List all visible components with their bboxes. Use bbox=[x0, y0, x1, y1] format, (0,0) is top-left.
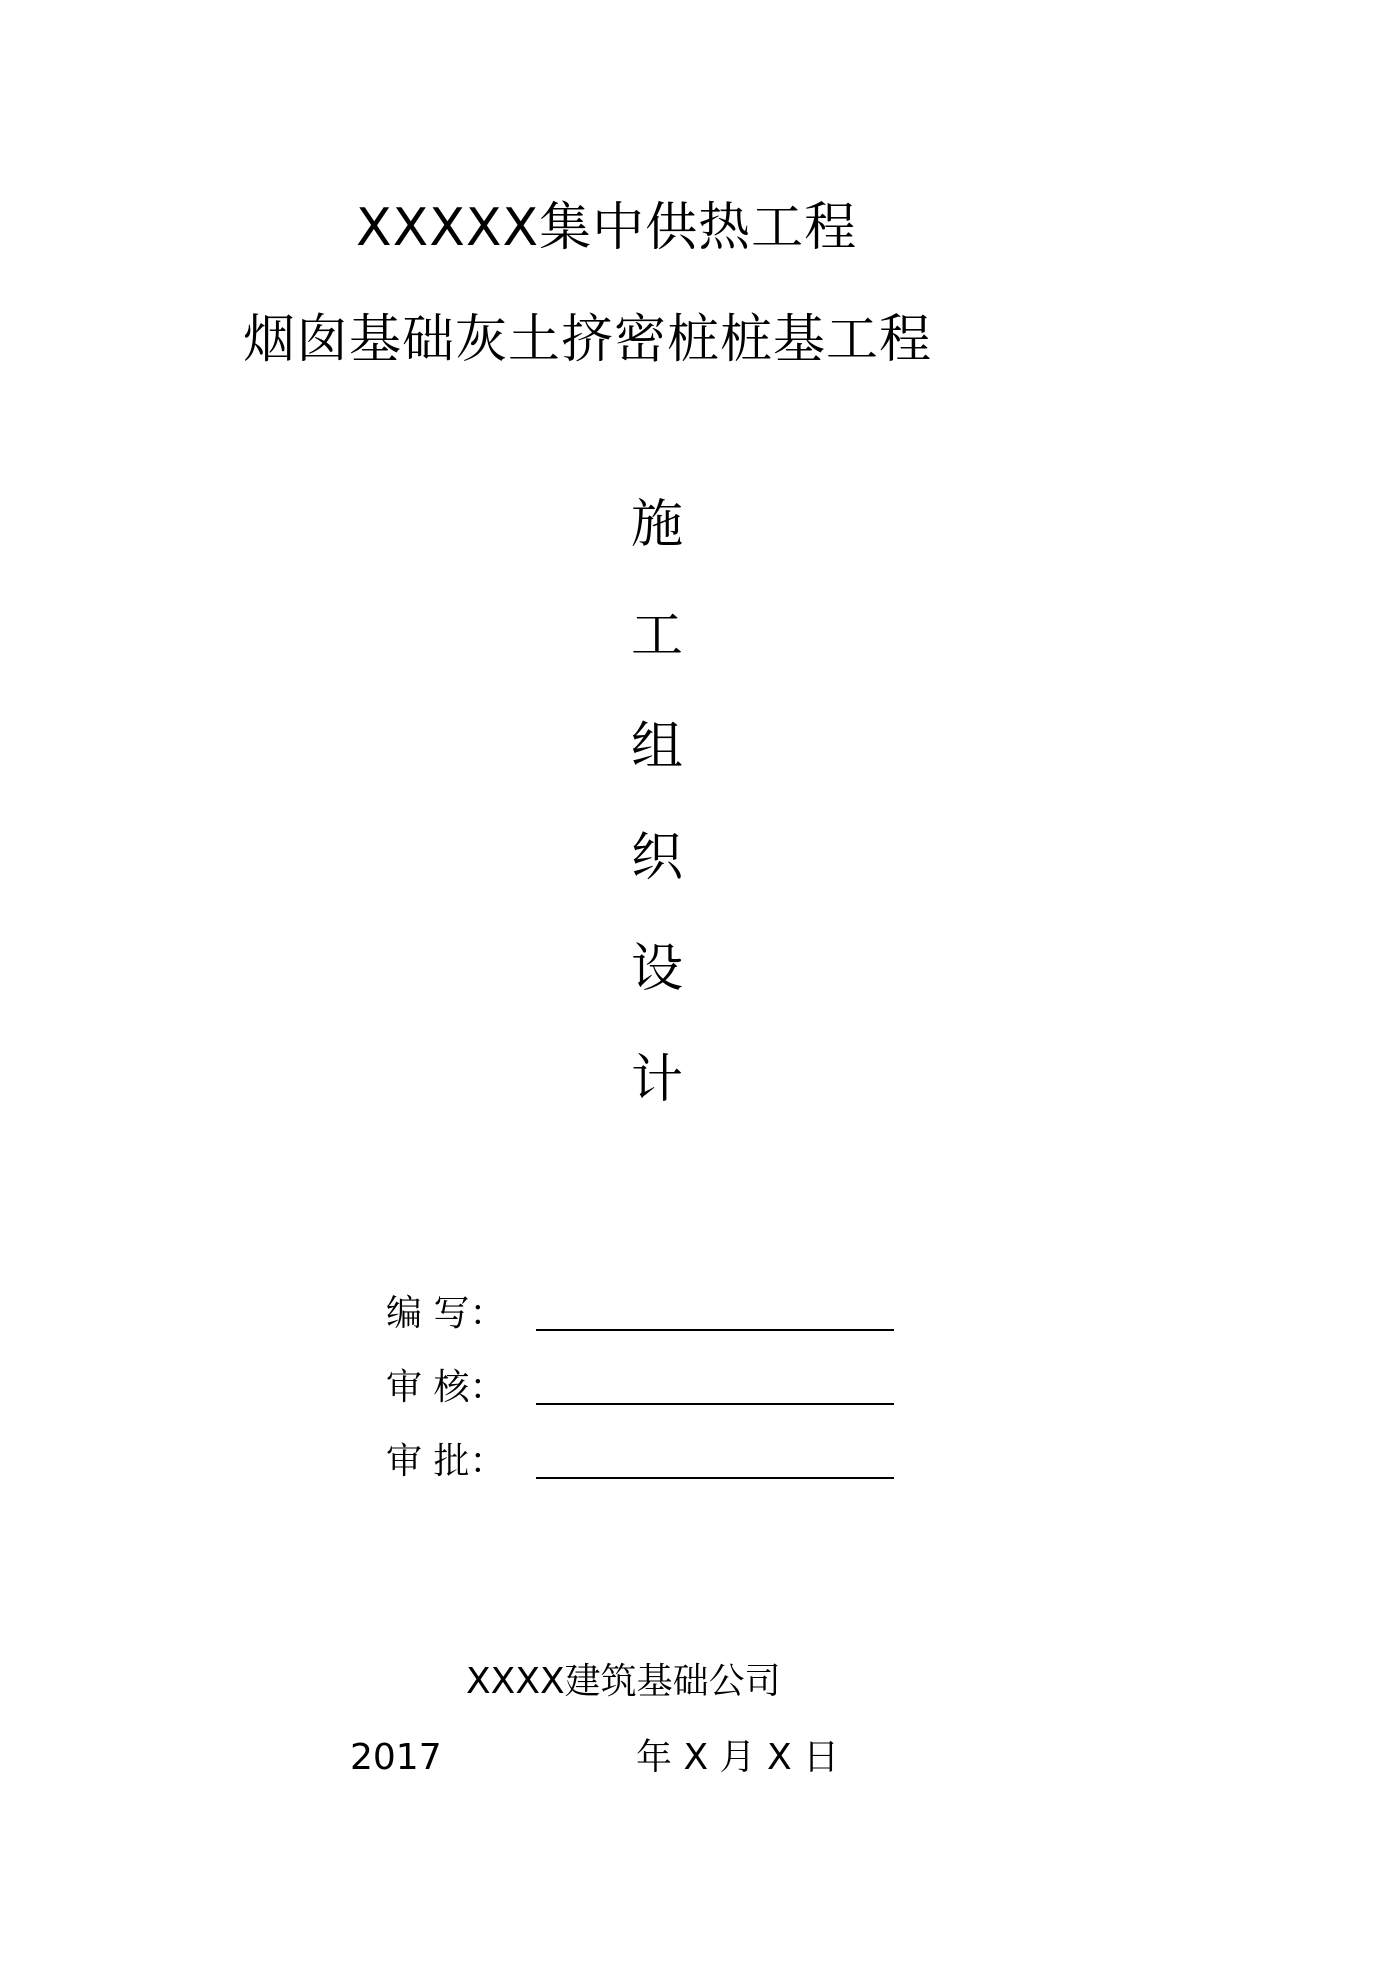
sign-line-author bbox=[536, 1329, 894, 1331]
vertical-title-char: 施 bbox=[630, 495, 683, 555]
sign-line-approver bbox=[536, 1477, 894, 1479]
date-year: 2017 bbox=[350, 1737, 442, 1778]
vertical-title-char: 设 bbox=[630, 939, 683, 999]
document-title-line-2: 烟囱基础灰土挤密桩桩基工程 bbox=[243, 310, 933, 370]
sign-label-author: 编 写： bbox=[386, 1293, 506, 1334]
document-title-line-1: XXXXX集中供热工程 bbox=[356, 198, 858, 258]
sign-line-reviewer bbox=[536, 1403, 894, 1405]
sign-label-reviewer: 审 核： bbox=[386, 1367, 506, 1408]
sign-label-approver: 审 批： bbox=[386, 1441, 506, 1482]
vertical-title-char: 工 bbox=[630, 606, 683, 666]
vertical-title-char: 织 bbox=[630, 828, 683, 888]
vertical-title-char: 组 bbox=[630, 717, 683, 777]
company-name: XXXX建筑基础公司 bbox=[466, 1661, 781, 1702]
vertical-title-char: 计 bbox=[630, 1050, 683, 1110]
date-month-day: 年 X 月 X 日 bbox=[636, 1737, 840, 1778]
